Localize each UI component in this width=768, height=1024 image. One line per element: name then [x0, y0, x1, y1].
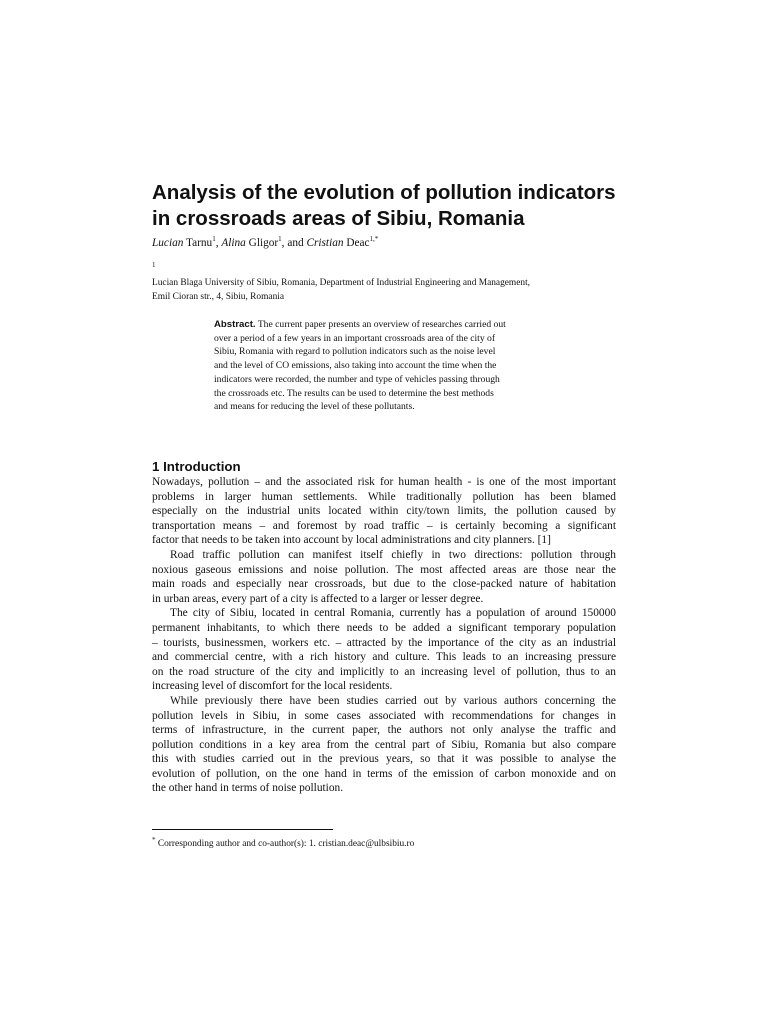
body-line: pollution levels in Sibiu, in some cases associated with recommendations for changes in — [152, 709, 616, 722]
author-affiliation-mark: 1 — [278, 235, 282, 244]
body-line: – tourists, businessmen, workers etc. – attracted by the importance of the city as an industrial — [152, 636, 616, 649]
footnote — [152, 835, 415, 851]
body-line: main roads and especially near crossroads, but due to the close-packed nature of habitation — [152, 578, 616, 591]
body-line: increasing level of discomfort for the local residents. — [152, 680, 393, 693]
body-line: especially on the industrial units located within city/town limits, the pollution caused by — [152, 505, 616, 518]
affiliation-line-1 — [152, 262, 622, 290]
body-line: The city of Sibiu, located in central Romania, currently has a population of around 150000 — [170, 607, 616, 620]
body-line: in urban areas, every part of a city is affected to a larger or lesser degree. — [152, 592, 484, 605]
affiliation-mark: 1 — [152, 260, 156, 269]
author-last-name: Deac — [346, 237, 370, 249]
author-last-name: Gligor — [248, 237, 279, 249]
body-line: problems in larger human settlements. While traditionally pollution has been blamed — [152, 490, 616, 503]
abstract-line: the crossroads etc. The results can be used to determine the best methods — [214, 387, 494, 399]
body-line: Road traffic pollution can manifest itself chiefly in two directions: pollution through — [170, 548, 616, 561]
abstract-line: over a period of a few years in an important crossroads area of the city of — [214, 332, 496, 344]
body-line: noxious gaseous emissions and noise pollution. The most affected areas are those near the — [152, 563, 616, 576]
author-affiliation-mark: 1,* — [369, 235, 379, 244]
body-line: terms of infrastructure, in the current paper, the authors not only analyse the traffic and — [152, 724, 616, 737]
body-line: this with studies carried out in the previous years, so that it was possible to analyse the — [152, 753, 616, 766]
abstract-line: and the level of CO emissions, also taking into account the time when the — [214, 360, 497, 372]
affiliation-line-2: Emil Cioran str., 4, Sibiu, Romania — [152, 292, 285, 302]
abstract-text: The current paper presents an overview of researches carried out — [255, 319, 506, 330]
body-line: Nowadays, pollution – and the associated risk for human health - is one of the most important — [152, 476, 616, 488]
body-text — [152, 475, 616, 796]
author-separator: , — [215, 237, 222, 249]
paper-title — [152, 180, 632, 232]
section-heading: 1 Introduction — [152, 459, 241, 475]
author-separator: , and — [281, 237, 307, 249]
author-first-name: Cristian — [306, 237, 344, 249]
body-line: transportation means – and foremost by road traffic – is certainly becoming a significant — [152, 519, 616, 532]
body-line: pollution conditions in a key area from the central part of Sibiu, Romania but also compare — [152, 738, 616, 751]
affiliation-text: Lucian Blaga University of Sibiu, Romania, Department of Industrial Engineering and Management, — [152, 278, 531, 288]
body-line: factor that needs to be taken into account by local administrations and city planners. [1] — [152, 534, 551, 547]
body-line: the other hand in terms of noise pollution. — [152, 782, 344, 795]
author-affiliation-mark: 1 — [212, 235, 216, 244]
title-line-2: in crossroads areas of Sibiu, Romania — [152, 206, 525, 230]
footnote-divider — [152, 829, 333, 830]
affiliation — [152, 262, 622, 304]
author-last-name: Tarnu — [186, 237, 213, 249]
footnote-mark: * — [152, 835, 156, 844]
abstract-line: and means for reducing the level of these pollutants. — [214, 401, 415, 413]
author-first-name: Lucian — [152, 237, 184, 249]
body-line: and commercial centre, with a rich history and culture. This leads to an increasing pressure — [152, 651, 616, 664]
abstract — [214, 318, 562, 414]
abstract-label: Abstract. — [214, 319, 256, 330]
abstract-line — [214, 318, 562, 332]
body-line: evolution of pollution, on the one hand in terms of the emission of carbon monoxide and on — [152, 767, 616, 780]
author-first-name: Alina — [221, 237, 246, 249]
title-line-1: Analysis of the evolution of pollution indicators — [152, 180, 616, 204]
abstract-line: Sibiu, Romania with regard to pollution indicators such as the noise level — [214, 346, 496, 358]
body-line: permanent inhabitants, to which there needs to be added a significant temporary population — [152, 621, 616, 634]
footnote-text: Corresponding author and co-author(s): 1. cristian.deac@ulbsibiu.ro — [155, 839, 415, 849]
author-list — [152, 236, 378, 250]
body-line: While previously there have been studies carried out by various authors concerning the — [170, 694, 616, 707]
body-line: on the road structure of the city and implicitly to an increasing level of pollution, thus to an — [152, 665, 616, 678]
abstract-line: indicators were recorded, the number and type of vehicles passing through — [214, 373, 500, 385]
